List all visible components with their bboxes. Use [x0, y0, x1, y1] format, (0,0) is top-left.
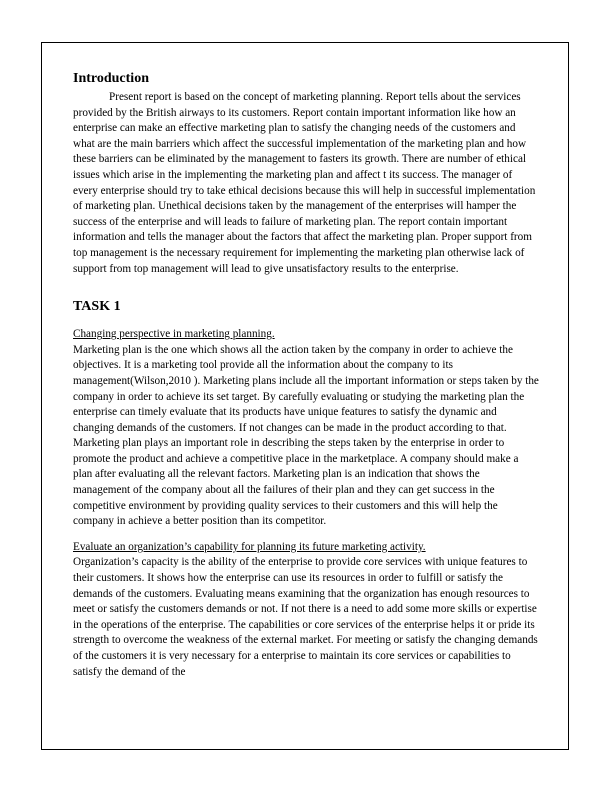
task1-heading: TASK 1 [73, 299, 121, 315]
introduction-heading: Introduction [73, 71, 149, 86]
section-subheading: Evaluate an organization’s capability for planning its future marketing activity. [73, 540, 426, 553]
section-subheading: Changing perspective in marketing planning. [73, 328, 275, 341]
document-body [73, 70, 539, 680]
introduction-paragraph: Present report is based on the concept of marketing planning. Report tells about the services provided by the British airways to its customers. Report contain important information like how an enterprise can make an effective marketing plan to satisfy the changing needs of the customers and what are the main barriers which affect the successful implementation of the marketing plan and how these barriers can be eliminated by the management to fasters its growth. There are number of ethical issues which arise in the implementing the marketing plan and affect t its success. The manager of every enterprise should try to take ethical decisions because this will help in successful implementation of marketing plan. Unethical decisions taken by the management of the enterprises will hamper the success of the enterprise and will leads to failure of marketing plan. The report contain important information and tells the manager about the factors that affect the marketing plan. Proper support from top management is the necessary requirement for implementing the marketing plan otherwise lack of support from top management will lead to give unsatisfactory results to the enterprise. [73, 91, 536, 275]
section-paragraph: Marketing plan is the one which shows all the action taken by the company in order to achieve the objectives. It is a marketing tool provide all the information about the company to its management(Wilson,2010 ). Marketing plans include all the important information or steps taken by the company in order to achieve its set target. By carefully evaluating or studying the marketing plan the enterprise can timely evaluate that its products have unique features to satisfy the dynamic and changing demands of the customers. If not changes can be made in the product according to that. Marketing plan plays an important role in describing the steps taken by the enterprise in order to promote the product and achieve a competitive place in the marketplace. A company should make a plan after evaluating all the relevant factors. Marketing plan is an indication that shows the management of the company about all the failures of their plan and they can get success in the competitive environment by providing quality services to their customers and this will help the company in achieve a better position than its competitor. [73, 343, 539, 528]
section-paragraph: Organization’s capacity is the ability of the enterprise to provide core services with unique features to their customers. It shows how the enterprise can use its resources in order to fulfill or satisfy the demands of the customers. Evaluating means examining that the organization has enough resources to meet or satisfy the customers demands or not. If not there is a need to add some more skills or expertise in the operations of the enterprise. The capabilities or core services of the enterprise helps it or pride its strength to overcome the weakness of the external market. For meeting or satisfy the changing demands of the customers it is very necessary for a enterprise to maintain its core services or capabilities to satisfy the demand of the [73, 556, 538, 678]
